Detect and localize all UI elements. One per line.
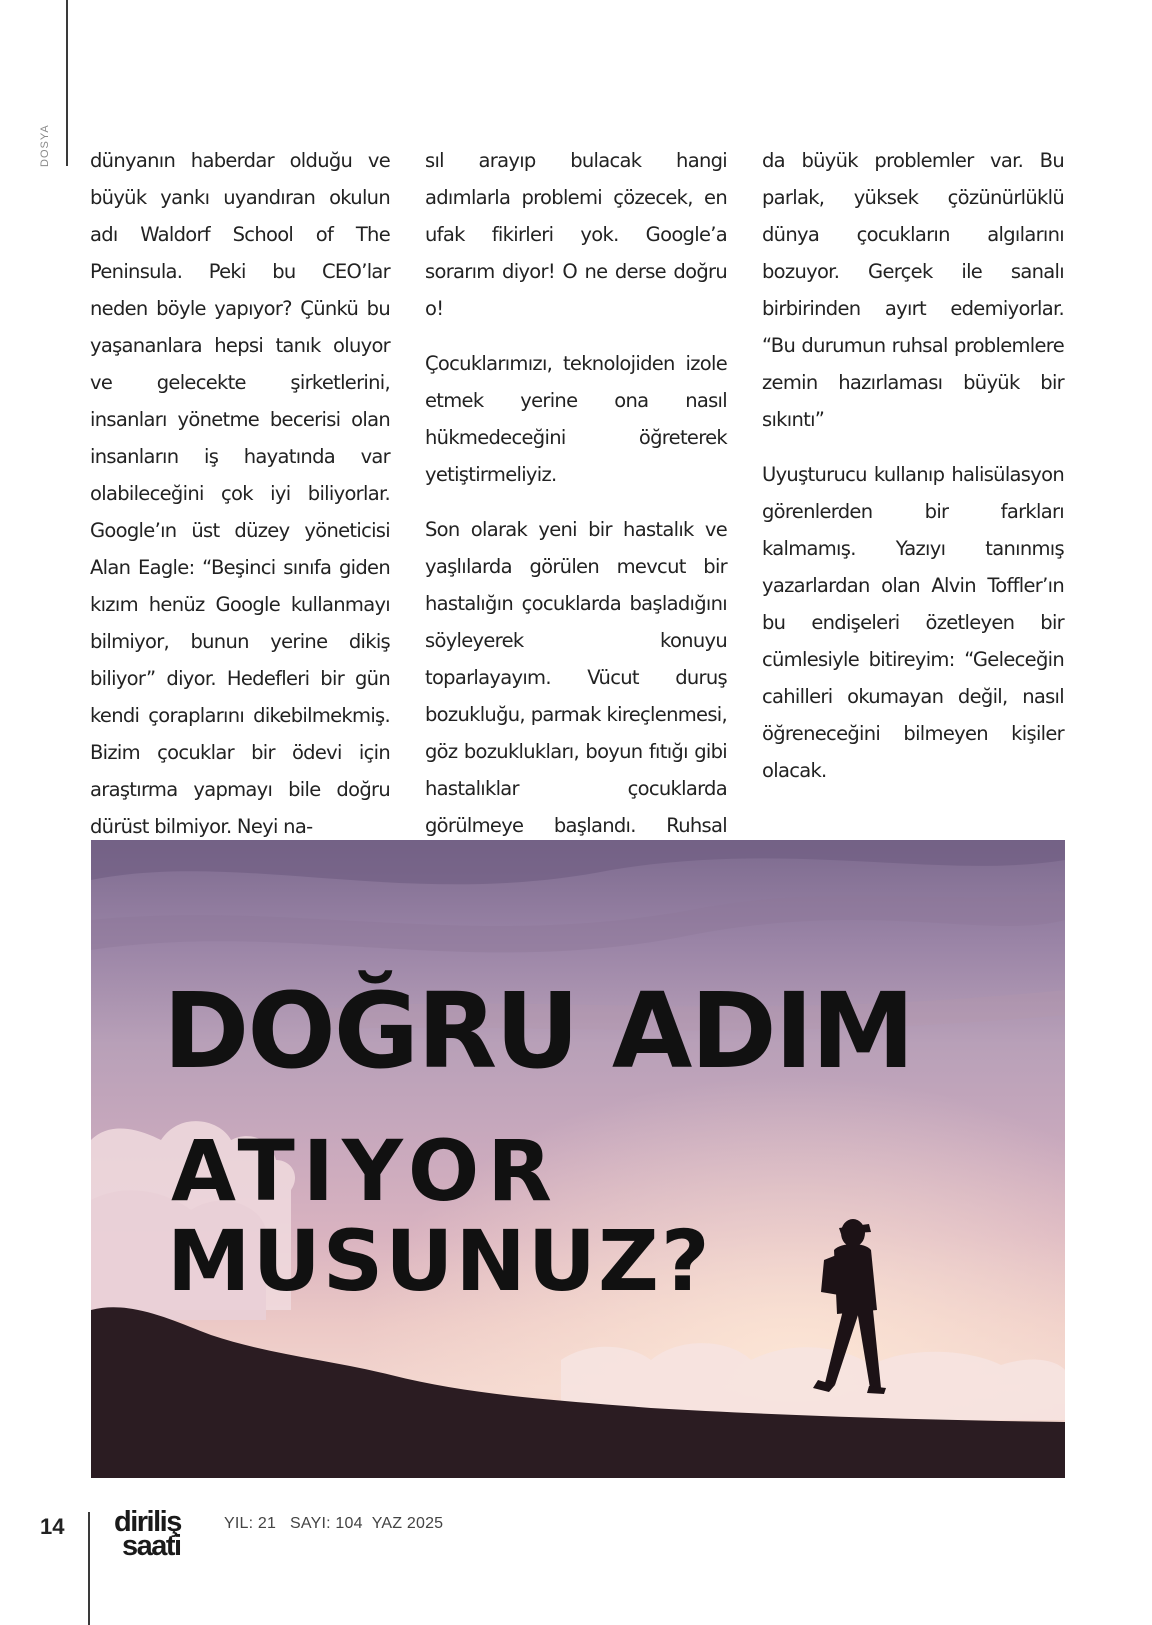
paragraph: da büyük problemler var. Bu parlak, yüksek çözünürlüklü dünya çocukların algılarını bozuyor. Gerçek ile sanalı birbirinden ayırt edemiyorlar. “Bu durumun ruhsal problemlere zemin hazırlaması büyük bir sıkıntı” (762, 149, 1064, 431)
paragraph: Çocuklarımızı, teknolojiden izole etmek yerine ona nasıl hükmedeceğini öğreterek yetiştirmeliyiz. (425, 352, 727, 486)
top-rule (66, 0, 68, 166)
hero-image (91, 840, 1065, 1478)
headline-line-1: DOĞRU ADIM (163, 970, 913, 1092)
headline-line-3: MUSUNUZ? (167, 1212, 712, 1310)
footer-rule (88, 1512, 90, 1625)
issue-info: YIL: 21 SAYI: 104 YAZ 2025 (224, 1515, 444, 1532)
paragraph: Uyuşturucu kullanıp halisülasyon görenlerden bir farkları kalmamış. Yazıyı tanınmış yazarlardan olan Alvin Toffler’ın bu endişeleri özetleyen bir cümlesiyle bitireyim: “Geleceğin cahilleri okumayan değil, nasıl öğreneceğini bilmeyen kişiler olacak. (762, 463, 1064, 782)
headline-line-2: ATIYOR (171, 1122, 560, 1220)
paragraph: Son olarak yeni bir hastalık ve yaşlılarda görülen mevcut bir hastalığın çocuklarda başladığını söyleyerek konuyu toparlayayım. Vücut duruş bozukluğu, parmak kireçlenmesi, göz bozuklukları, boyun fıtığı gibi hastalıklar çocuklarda görülmeye başlandı. Ruhsal (425, 518, 727, 837)
magazine-logo (114, 1506, 181, 1562)
page-number: 14 (40, 1514, 65, 1539)
text-column-2 (425, 142, 727, 899)
logo-line-1: diriliş (114, 1506, 181, 1538)
paragraph: sıl arayıp bulacak hangi adımlarla problemi çözecek, en ufak fikirleri yok. Google’a sorarım diyor! O ne derse doğru o! (425, 149, 727, 320)
logo-line-2: saati (122, 1530, 181, 1562)
paragraph: dünyanın haberdar olduğu ve büyük yankı uyandıran okulun adı Waldorf School of The Peninsula. Peki bu CEO’lar neden böyle yapıyor? Çünkü bu yaşananlara hepsi tanık oluyor ve gelecekte şirketlerini, insanları yönetme becerisi olan insanların iş hayatında var olabileceğini çok iyi biliyorlar. Google’ın üst düzey yöneticisi Alan Eagle: “Beşinci sınıfa giden kızım henüz Google kullanmayı bilmiyor, bunun yerine dikiş biliyor” diyor. Hedefleri bir gün kendi çoraplarını dikebilmekmiş. Bizim çocuklar bir ödevi için araştırma yapmayı bile doğru dürüst bilmiyor. Neyi na- (90, 149, 390, 838)
section-label: DOSYA (39, 124, 51, 167)
text-column-3 (762, 142, 1064, 807)
text-column-1 (90, 142, 390, 863)
